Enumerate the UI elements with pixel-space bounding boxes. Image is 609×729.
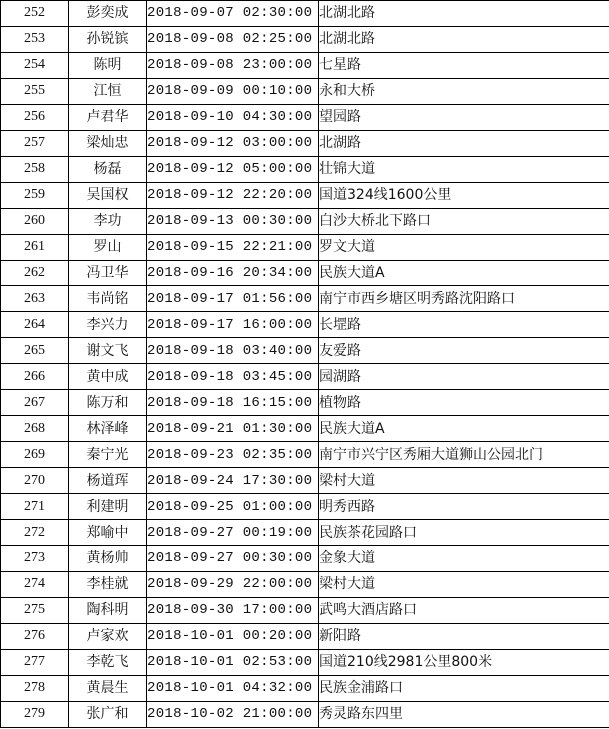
location-cell: 民族大道A [319, 260, 609, 286]
table-row [1, 52, 609, 78]
table-row [1, 208, 609, 234]
table-row [1, 78, 609, 104]
name-cell: 李乾飞 [69, 649, 147, 675]
name-cell: 卢家欢 [69, 623, 147, 649]
location-cell: 北湖北路 [319, 1, 609, 27]
datetime-cell: 2018-10-01 00:20:00 [147, 623, 319, 649]
datetime-cell: 2018-09-17 01:56:00 [147, 286, 319, 312]
location-cell: 明秀西路 [319, 494, 609, 520]
name-cell: 韦尚铭 [69, 286, 147, 312]
table-row [1, 494, 609, 520]
table-row [1, 234, 609, 260]
location-cell: 长堽路 [319, 312, 609, 338]
name-cell: 杨道珲 [69, 468, 147, 494]
location-cell: 植物路 [319, 390, 609, 416]
row-number-cell: 266 [1, 364, 69, 390]
datetime-cell: 2018-09-30 17:00:00 [147, 597, 319, 623]
location-cell: 民族茶花园路口 [319, 520, 609, 546]
datetime-cell: 2018-09-18 16:15:00 [147, 390, 319, 416]
table-row [1, 701, 609, 727]
datetime-cell: 2018-09-27 00:19:00 [147, 520, 319, 546]
name-cell: 孙锐镔 [69, 26, 147, 52]
name-cell: 林泽峰 [69, 416, 147, 442]
table-row [1, 26, 609, 52]
datetime-cell: 2018-09-18 03:45:00 [147, 364, 319, 390]
table-row [1, 104, 609, 130]
table-row [1, 571, 609, 597]
datetime-cell: 2018-09-12 03:00:00 [147, 130, 319, 156]
row-number-cell: 274 [1, 571, 69, 597]
table-row [1, 442, 609, 468]
table-row [1, 623, 609, 649]
location-cell: 南宁市西乡塘区明秀路沈阳路口 [319, 286, 609, 312]
location-cell: 梁村大道 [319, 468, 609, 494]
location-cell: 望园路 [319, 104, 609, 130]
name-cell: 李桂就 [69, 571, 147, 597]
datetime-cell: 2018-09-15 22:21:00 [147, 234, 319, 260]
row-number-cell: 276 [1, 623, 69, 649]
datetime-cell: 2018-09-07 02:30:00 [147, 1, 319, 27]
location-cell: 友爱路 [319, 338, 609, 364]
name-cell: 李功 [69, 208, 147, 234]
row-number-cell: 278 [1, 675, 69, 701]
datetime-cell: 2018-09-08 02:25:00 [147, 26, 319, 52]
datetime-cell: 2018-09-12 05:00:00 [147, 156, 319, 182]
table-row [1, 468, 609, 494]
location-cell: 壮锦大道 [319, 156, 609, 182]
datetime-cell: 2018-09-08 23:00:00 [147, 52, 319, 78]
name-cell: 彭奕成 [69, 1, 147, 27]
location-cell: 民族大道A [319, 416, 609, 442]
datetime-cell: 2018-10-01 02:53:00 [147, 649, 319, 675]
name-cell: 罗山 [69, 234, 147, 260]
datetime-cell: 2018-10-02 21:00:00 [147, 701, 319, 727]
row-number-cell: 260 [1, 208, 69, 234]
name-cell: 张广和 [69, 701, 147, 727]
location-cell: 白沙大桥北下路口 [319, 208, 609, 234]
table-row [1, 364, 609, 390]
datetime-cell: 2018-09-24 17:30:00 [147, 468, 319, 494]
row-number-cell: 259 [1, 182, 69, 208]
row-number-cell: 252 [1, 1, 69, 27]
location-cell: 秀灵路东四里 [319, 701, 609, 727]
row-number-cell: 279 [1, 701, 69, 727]
table-row [1, 338, 609, 364]
location-cell: 北湖路 [319, 130, 609, 156]
row-number-cell: 255 [1, 78, 69, 104]
table-row [1, 390, 609, 416]
table-row [1, 597, 609, 623]
location-cell: 南宁市兴宁区秀厢大道狮山公园北门 [319, 442, 609, 468]
row-number-cell: 269 [1, 442, 69, 468]
row-number-cell: 254 [1, 52, 69, 78]
row-number-cell: 264 [1, 312, 69, 338]
location-cell: 永和大桥 [319, 78, 609, 104]
row-number-cell: 272 [1, 520, 69, 546]
table-row [1, 649, 609, 675]
records-table-body [1, 1, 609, 728]
name-cell: 黄杨帅 [69, 546, 147, 572]
datetime-cell: 2018-09-25 01:00:00 [147, 494, 319, 520]
row-number-cell: 271 [1, 494, 69, 520]
table-row [1, 312, 609, 338]
datetime-cell: 2018-09-23 02:35:00 [147, 442, 319, 468]
datetime-cell: 2018-09-13 00:30:00 [147, 208, 319, 234]
table-row [1, 182, 609, 208]
name-cell: 利建明 [69, 494, 147, 520]
name-cell: 江恒 [69, 78, 147, 104]
name-cell: 谢文飞 [69, 338, 147, 364]
datetime-cell: 2018-09-16 20:34:00 [147, 260, 319, 286]
datetime-cell: 2018-09-12 22:20:00 [147, 182, 319, 208]
datetime-cell: 2018-09-09 00:10:00 [147, 78, 319, 104]
table-row [1, 546, 609, 572]
datetime-cell: 2018-09-17 16:00:00 [147, 312, 319, 338]
location-cell: 罗文大道 [319, 234, 609, 260]
row-number-cell: 275 [1, 597, 69, 623]
row-number-cell: 268 [1, 416, 69, 442]
datetime-cell: 2018-09-29 22:00:00 [147, 571, 319, 597]
row-number-cell: 277 [1, 649, 69, 675]
name-cell: 秦宁光 [69, 442, 147, 468]
row-number-cell: 267 [1, 390, 69, 416]
location-cell: 武鸣大酒店路口 [319, 597, 609, 623]
location-cell: 民族金浦路口 [319, 675, 609, 701]
row-number-cell: 258 [1, 156, 69, 182]
name-cell: 黄中成 [69, 364, 147, 390]
table-row [1, 260, 609, 286]
row-number-cell: 263 [1, 286, 69, 312]
datetime-cell: 2018-10-01 04:32:00 [147, 675, 319, 701]
name-cell: 李兴力 [69, 312, 147, 338]
row-number-cell: 256 [1, 104, 69, 130]
row-number-cell: 253 [1, 26, 69, 52]
table-row [1, 130, 609, 156]
name-cell: 吴国权 [69, 182, 147, 208]
name-cell: 卢君华 [69, 104, 147, 130]
datetime-cell: 2018-09-18 03:40:00 [147, 338, 319, 364]
row-number-cell: 257 [1, 130, 69, 156]
table-row [1, 156, 609, 182]
row-number-cell: 270 [1, 468, 69, 494]
location-cell: 新阳路 [319, 623, 609, 649]
name-cell: 陈明 [69, 52, 147, 78]
location-cell: 金象大道 [319, 546, 609, 572]
location-cell: 梁村大道 [319, 571, 609, 597]
name-cell: 杨磊 [69, 156, 147, 182]
row-number-cell: 262 [1, 260, 69, 286]
table-row [1, 416, 609, 442]
table-row [1, 675, 609, 701]
datetime-cell: 2018-09-27 00:30:00 [147, 546, 319, 572]
name-cell: 梁灿忠 [69, 130, 147, 156]
location-cell: 七星路 [319, 52, 609, 78]
datetime-cell: 2018-09-21 01:30:00 [147, 416, 319, 442]
row-number-cell: 261 [1, 234, 69, 260]
location-cell: 国道210线2981公里800米 [319, 649, 609, 675]
name-cell: 郑喻中 [69, 520, 147, 546]
name-cell: 黄晨生 [69, 675, 147, 701]
name-cell: 陶科明 [69, 597, 147, 623]
table-row [1, 286, 609, 312]
table-row [1, 1, 609, 27]
row-number-cell: 265 [1, 338, 69, 364]
row-number-cell: 273 [1, 546, 69, 572]
location-cell: 园湖路 [319, 364, 609, 390]
table-row [1, 520, 609, 546]
location-cell: 北湖北路 [319, 26, 609, 52]
name-cell: 陈万和 [69, 390, 147, 416]
location-cell: 国道324线1600公里 [319, 182, 609, 208]
datetime-cell: 2018-09-10 04:30:00 [147, 104, 319, 130]
name-cell: 冯卫华 [69, 260, 147, 286]
